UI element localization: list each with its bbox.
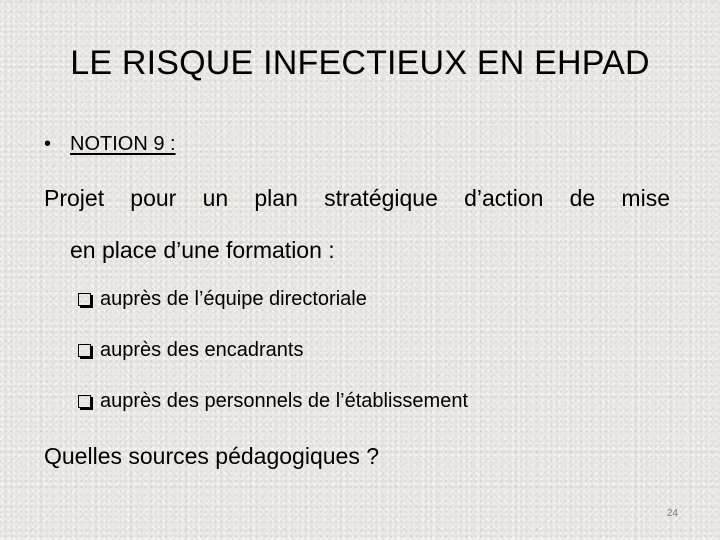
checkbox-icon <box>78 395 91 408</box>
project-text-line-2: en place d’une formation : <box>70 237 335 263</box>
checkbox-icon <box>78 293 91 306</box>
project-text-line-1: Projet pour un plan stratégique d’action de mise <box>44 185 670 211</box>
list-item-label: auprès de l’équipe directoriale <box>100 288 367 310</box>
list-item <box>78 288 468 339</box>
question-text: Quelles sources pédagogiques ? <box>44 443 380 469</box>
page-number: 24 <box>666 508 678 519</box>
list-item <box>78 390 468 441</box>
slide-title: LE RISQUE INFECTIEUX EN EHPAD <box>70 44 650 82</box>
bullet-icon: • <box>44 133 52 155</box>
list-item-label: auprès des personnels de l’établissement <box>100 390 468 412</box>
list-item <box>78 339 468 390</box>
list-item-label: auprès des encadrants <box>100 339 304 361</box>
checkbox-icon <box>78 344 91 357</box>
notion-bullet <box>44 133 176 156</box>
audience-list <box>78 288 468 441</box>
notion-label: NOTION 9 : <box>70 133 176 155</box>
